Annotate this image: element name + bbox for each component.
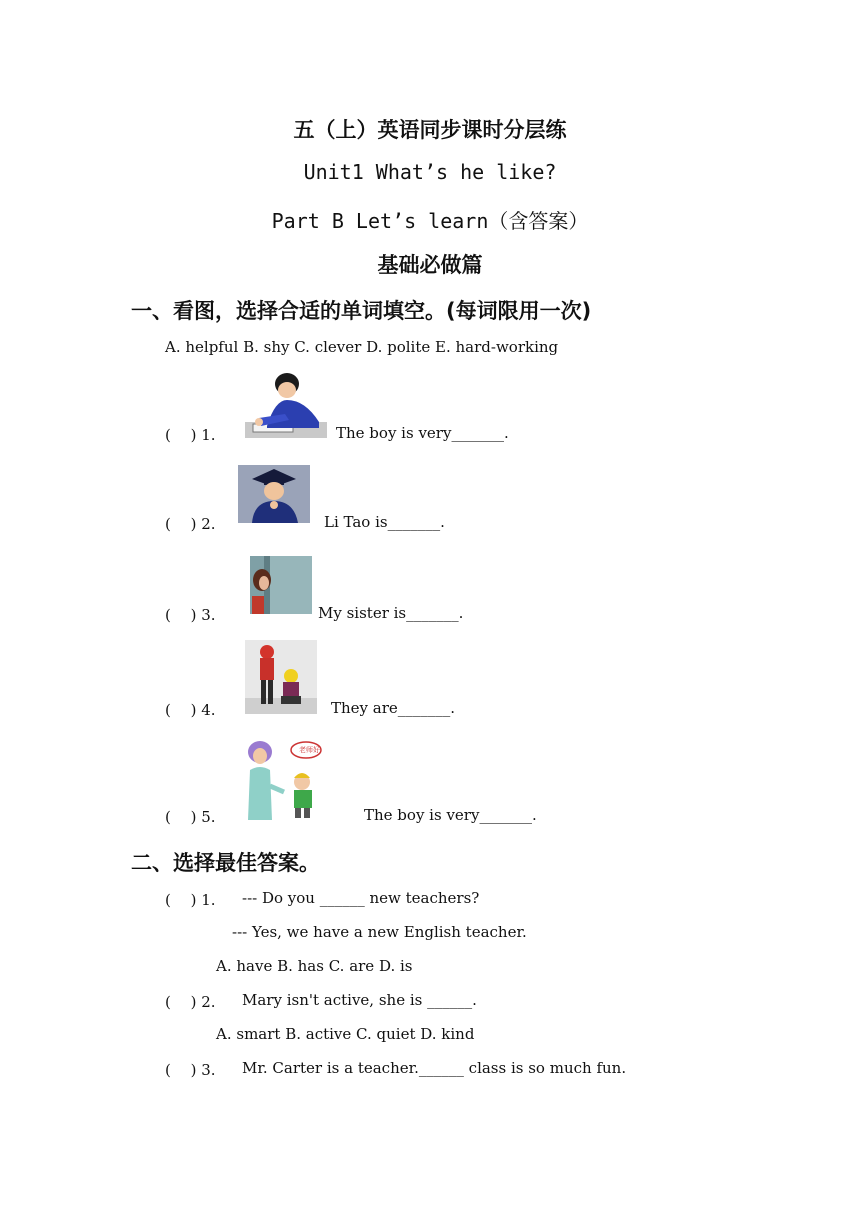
sentence-4: They are_______. <box>331 699 456 717</box>
worksheet-title: 五（上）英语同步课时分层练 <box>293 118 567 142</box>
question-2: Mary isn't active, she is ______. <box>242 991 477 1009</box>
boy-studying-image <box>245 370 327 438</box>
item-number: ( ) 5. <box>165 808 216 826</box>
sentence-1: The boy is very_______. <box>336 424 509 442</box>
boy-greeting-teacher-image <box>240 738 330 820</box>
sentence-3: My sister is_______. <box>318 604 464 622</box>
item-number: ( ) 4. <box>165 701 216 719</box>
sentence-5: The boy is very_______. <box>364 806 537 824</box>
question-1-reply: --- Yes, we have a new English teacher. <box>232 923 527 941</box>
question-1-options: A. have B. has C. are D. is <box>216 957 413 975</box>
boy-graduation-cap-image <box>238 465 310 523</box>
word-options: A. helpful B. shy C. clever D. polite E. hard-working <box>165 338 559 356</box>
question-number: ( ) 2. <box>165 993 216 1011</box>
kids-helping-image <box>245 640 317 714</box>
question-2-options: A. smart B. active C. quiet D. kind <box>216 1025 475 1043</box>
question-number: ( ) 3. <box>165 1061 216 1079</box>
question-3: Mr. Carter is a teacher.______ class is so much fun. <box>242 1059 627 1077</box>
level-title: 基础必做篇 <box>377 253 483 277</box>
unit-title: Unit1 What’s he like? <box>303 160 557 184</box>
shy-girl-behind-door-image <box>250 556 312 614</box>
item-number: ( ) 1. <box>165 426 216 444</box>
item-number: ( ) 3. <box>165 606 216 624</box>
sentence-2: Li Tao is_______. <box>324 513 445 531</box>
speech-bubble-text: 老师好 <box>299 746 320 754</box>
part-title: Part B Let’s learn（含答案） <box>271 209 589 233</box>
section2-heading: 二、选择最佳答案。 <box>131 851 320 875</box>
question-number: ( ) 1. <box>165 891 216 909</box>
item-number: ( ) 2. <box>165 515 216 533</box>
question-1: --- Do you ______ new teachers? <box>242 889 480 907</box>
section1-heading: 一、看图，选择合适的单词填空。(每词限用一次) <box>131 299 592 323</box>
